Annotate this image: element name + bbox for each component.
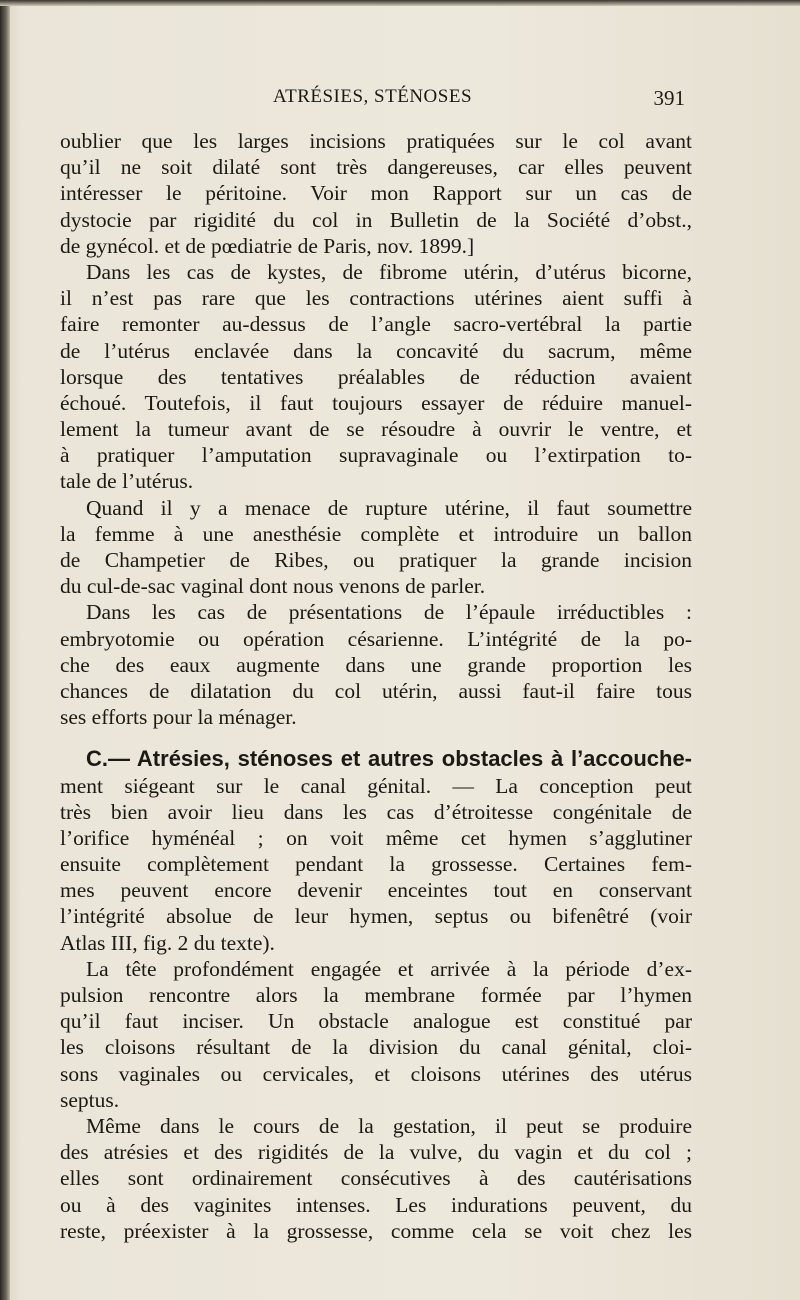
text-line: Quand il y a menace de rupture utérine, il faut soumettre — [86, 495, 692, 520]
text-line: l’intégrité absolue de leur hymen, septus ou bifenêtré (voir — [60, 904, 692, 929]
text-line: du cul-de-sac vaginal dont nous venons de parler. — [60, 574, 486, 599]
text-line: de Champetier de Ribes, ou pratiquer la grande incision — [60, 548, 692, 572]
text-line: faire remonter au-dessus de l’angle sacro-vertébral la partie — [60, 312, 692, 337]
text-line: oublier que les larges incisions pratiquées sur le col avant — [60, 129, 692, 153]
text-line: reste, préexister à la grossesse, comme cela se voit chez les — [60, 1218, 692, 1243]
text-line: il n’est pas rare que les contractions utérines aient suffi à — [60, 286, 692, 311]
text-line: qu’il faut inciser. Un obstacle analogue est constitué par — [60, 1009, 692, 1034]
text-line: Dans les cas de kystes, de fibrome utérin, d’utérus bicorne, — [86, 259, 692, 284]
text-line: lorsque des tentatives préalables de réduction avaient — [60, 364, 692, 389]
text-line: la femme à une anesthésie complète et introduire un ballon — [60, 521, 692, 546]
text-line: chances de dilatation du col utérin, aussi faut-il faire tous — [60, 678, 692, 703]
text-line: ses efforts pour la ménager. — [60, 705, 297, 730]
text-line: Dans les cas de présentations de l’épaule irréductibles : — [86, 600, 692, 625]
binding-edge — [0, 0, 10, 1300]
text-line: échoué. Toutefois, il faut toujours essayer de réduire manuel- — [60, 390, 692, 415]
text-line: septus. — [60, 1087, 120, 1112]
text-line: embryotomie ou opération césarienne. L’intégrité de la po- — [60, 626, 692, 651]
text-line: lement la tumeur avant de se résoudre à ouvrir le ventre, et — [60, 417, 692, 442]
text-line: à pratiquer l’amputation supravaginale ou l’extirpation to- — [60, 443, 692, 468]
text-line: Atlas III, fig. 2 du texte). — [60, 930, 275, 955]
text-line: tale de l’utérus. — [60, 469, 194, 494]
text-line: des atrésies et des rigidités de la vulve, du vagin et du col ; — [60, 1140, 692, 1165]
text-line: très bien avoir lieu dans les cas d’étroitesse congénitale de — [60, 799, 692, 824]
body-text — [60, 128, 692, 1244]
text-line: che des eaux augmente dans une grande proportion les — [60, 652, 692, 677]
top-edge — [0, 0, 800, 6]
section-heading: C.— Atrésies, sténoses et autres obstacles à l’accouche- — [86, 746, 692, 772]
text-line: ensuite complètement pendant la grossesse. Certaines fem- — [60, 852, 692, 877]
text-line: intéresser le péritoine. Voir mon Rapport sur un cas de — [60, 181, 692, 206]
page-header — [60, 86, 685, 114]
text-line: qu’il ne soit dilaté sont très dangereuses, car elles peuvent — [60, 155, 692, 180]
running-title: ATRÉSIES, STÉNOSES — [272, 86, 473, 107]
text-line: La tête profondément engagée et arrivée à la période d’ex- — [86, 956, 692, 981]
text-line: dystocie par rigidité du col in Bulletin de la Société d’obst., — [60, 207, 692, 232]
text-line: l’orifice hyménéal ; on voit même cet hymen s’agglutiner — [60, 825, 692, 850]
text-line: de l’utérus enclavée dans la concavité du sacrum, même — [60, 338, 692, 363]
text-line: mes peuvent encore devenir enceintes tout en conservant — [60, 878, 692, 903]
text-line: ou à des vaginites intenses. Les indurations peuvent, du — [60, 1192, 692, 1217]
text-line: pulsion rencontre alors la membrane formée par l’hymen — [60, 983, 692, 1007]
text-line: les cloisons résultant de la division du canal génital, cloi- — [60, 1035, 692, 1060]
text-line: sons vaginales ou cervicales, et cloisons utérines des utérus — [60, 1061, 692, 1086]
text-line: elles sont ordinairement consécutives à des cautérisations — [60, 1166, 692, 1191]
text-line: de gynécol. et de pœdiatrie de Paris, nov. 1899.] — [60, 233, 475, 258]
page-number: 391 — [653, 86, 685, 110]
text-line: ment siégeant sur le canal génital. — La conception peut — [60, 773, 692, 798]
text-line: Même dans le cours de la gestation, il peut se produire — [86, 1113, 692, 1138]
section-gap — [60, 730, 692, 746]
